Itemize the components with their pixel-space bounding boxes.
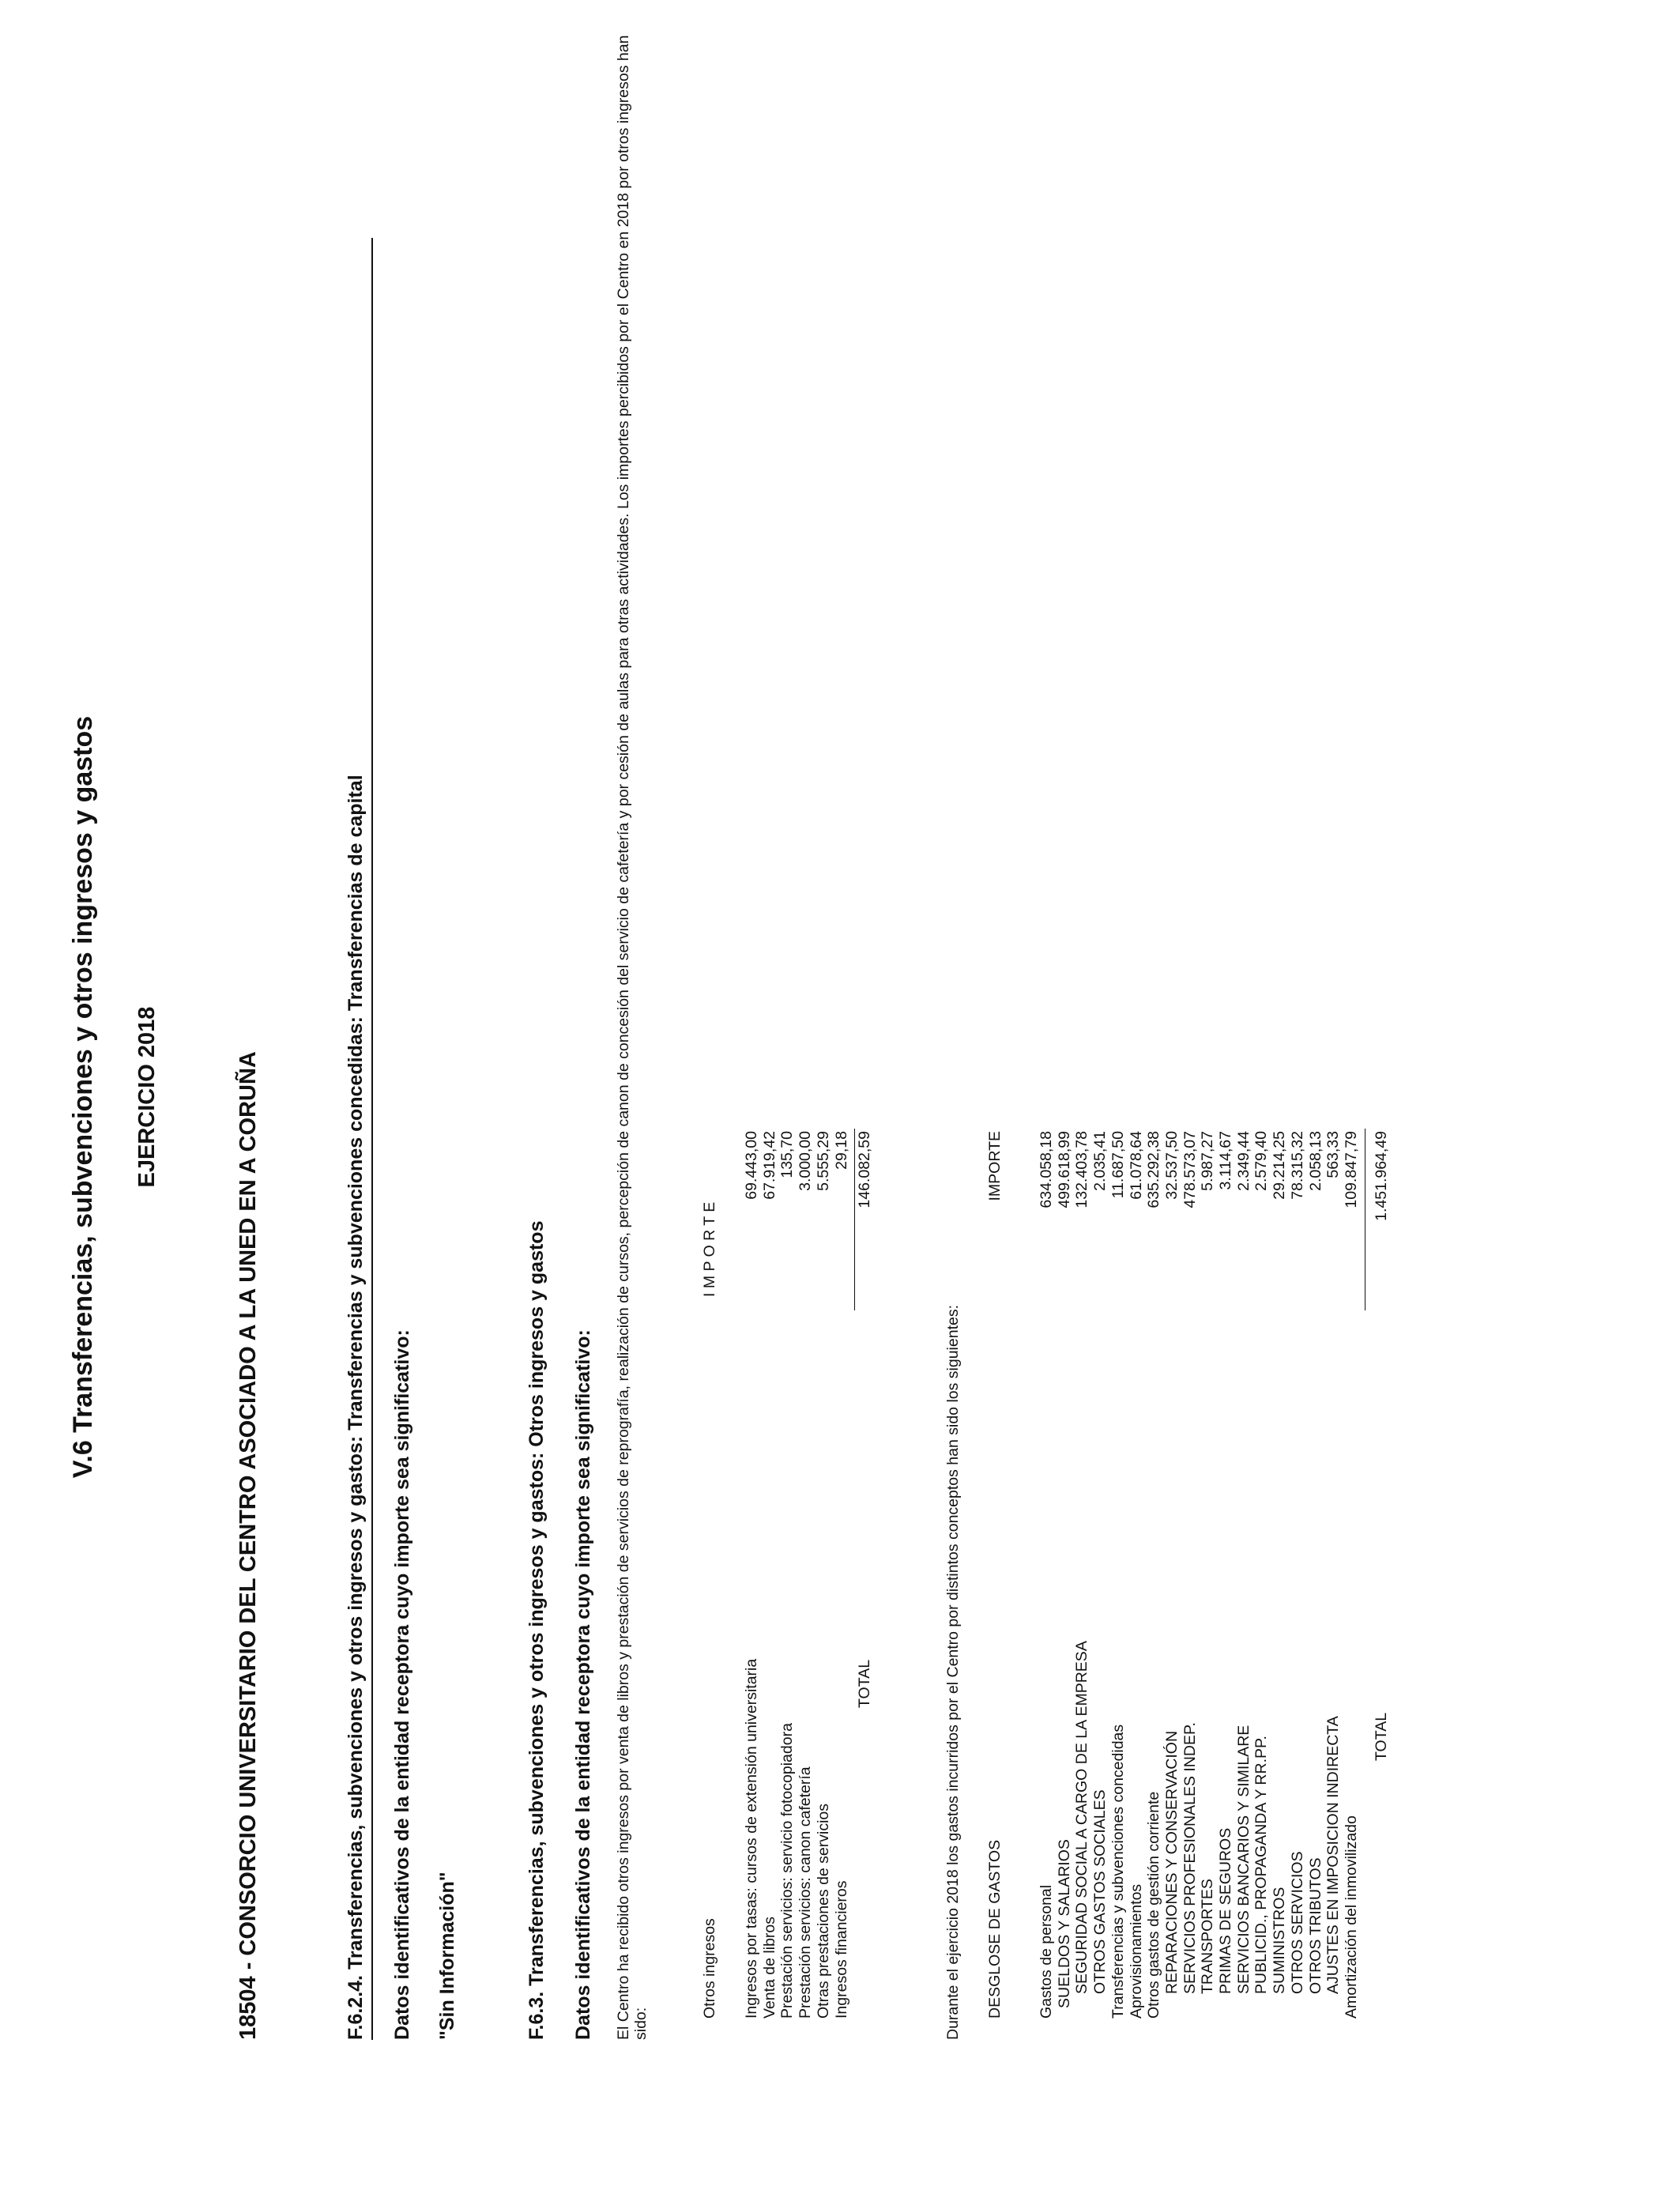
expense-row-amount: 32.537,50 (1162, 1131, 1181, 1200)
expense-row-label: PRIMAS DE SEGUROS (1217, 1827, 1234, 1994)
sin-informacion-note: "Sin Información" (436, 1872, 458, 2040)
expense-row-label: Gastos de personal (1038, 1884, 1055, 2019)
section-transferencias-heading: F.6.2.4. Transferencias, subvenciones y otros ingresos y gastos: Transferencias y subvenciones concedidas: Transferencias de capital (345, 775, 367, 2040)
expense-row-amount: 2.058,13 (1306, 1131, 1324, 1191)
expense-row-amount: 78.315,32 (1288, 1131, 1306, 1200)
otros-ingresos-paragraph: El Centro ha recibido otros ingresos por venta de libros y prestación de servicios de reprografía, realización de cursos, percepción de canon de concesión del servicio de cafetería y por cesión de aulas para otras actividades. Los importes percibidos por el Centro en 2018 por otros ingresos han sido: (615, 35, 650, 2040)
income-total-amount: 146.082,59 (856, 1131, 873, 1208)
income-row-label: Otras prestaciones de servicios (814, 1803, 832, 2019)
expense-row-label: SERVICIOS PROFESIONALES INDEP. (1181, 1722, 1199, 1994)
income-row-label: Prestación servicios: canon cafetería (797, 1766, 815, 2019)
expense-row-label: REPARACIONES Y CONSERVACIÓN (1162, 1730, 1181, 1994)
income-total-rule (854, 1129, 855, 1310)
income-row-label: Ingresos financieros (832, 1880, 850, 2019)
expense-row-amount: 61.078,64 (1127, 1131, 1145, 1200)
expense-row-label: SERVICIOS BANCARIOS Y SIMILARE (1234, 1725, 1252, 1994)
expense-total-label: TOTAL (1373, 1712, 1390, 1761)
expense-row-amount: 2.579,40 (1252, 1131, 1271, 1191)
expense-row-label: Aprovisionamientos (1127, 1883, 1145, 2019)
expense-row-label: Transferencias y subvenciones concedidas (1109, 1724, 1127, 2019)
expense-row-amount: 499.618,99 (1055, 1131, 1073, 1208)
expense-row-label: Amortización del inmovilizado (1342, 1815, 1360, 2019)
expense-row-amount: 5.987,27 (1199, 1131, 1217, 1191)
expense-row-amount: 634.058,18 (1038, 1131, 1055, 1208)
income-table-header-label: Otros ingresos (701, 1918, 718, 2019)
expense-row-amount: 132.403,78 (1073, 1131, 1091, 1208)
expense-row-label: Otros gastos de gestión corriente (1145, 1791, 1163, 2019)
section-otros-subheading: Datos identificativos de la entidad receptora cuyo importe sea significativo: (572, 1329, 594, 2040)
expense-row-amount: 11.687,50 (1109, 1131, 1127, 1199)
income-row-amount: 5.555,29 (814, 1131, 832, 1191)
expense-row-label: OTROS TRIBUTOS (1306, 1857, 1324, 1994)
expense-row-label: SUELDOS Y SALARIOS (1055, 1839, 1073, 2008)
expense-row-label: PUBLICID., PROPAGANDA Y RR.PP. (1252, 1736, 1271, 1994)
expense-row-label: AJUSTES EN IMPOSICION INDIRECTA (1324, 1716, 1343, 1994)
income-row-label: Ingresos por tasas: cursos de extensión universitaria (743, 1658, 760, 2019)
expense-intro-text: Durante el ejercicio 2018 los gastos incurridos por el Centro por distintos conceptos han sido los siguientes: (944, 1304, 962, 2040)
income-row-amount: 29,18 (832, 1131, 850, 1170)
income-total-label: TOTAL (856, 1659, 873, 1708)
income-table-header-amount: I M P O R T E (701, 1201, 718, 1297)
expense-row-amount: 635.292,38 (1145, 1131, 1163, 1208)
expense-total-amount: 1.451.964,49 (1373, 1131, 1390, 1221)
expense-row-amount: 29.214,25 (1271, 1131, 1289, 1200)
income-row-amount: 3.000,00 (797, 1131, 815, 1191)
expense-row-label: OTROS SERVICIOS (1288, 1851, 1306, 1994)
income-row-amount: 67.919,42 (760, 1131, 778, 1200)
expense-row-label: SEGURIDAD SOCIAL A CARGO DE LA EMPRESA (1073, 1641, 1091, 1994)
expense-table-header-label: DESGLOSE DE GASTOS (986, 1839, 1004, 2019)
expense-table-header-amount: IMPORTE (986, 1131, 1004, 1201)
income-row-amount: 69.443,00 (743, 1131, 760, 1200)
fiscal-year-heading: EJERCICIO 2018 (134, 1006, 160, 1188)
income-row-amount: 135,70 (778, 1131, 797, 1178)
expense-row-label: TRANSPORTES (1199, 1879, 1217, 1994)
section-divider (371, 238, 373, 2040)
income-row-label: Prestación servicios: servicio fotocopiadora (778, 1723, 797, 2019)
expense-row-label: OTROS GASTOS SOCIALES (1091, 1789, 1109, 1994)
expense-row-amount: 2.349,44 (1234, 1131, 1252, 1191)
income-row-label: Venta de libros (760, 1916, 778, 2019)
page-title: V.6 Transferencias, subvenciones y otros ingresos y gastos (68, 715, 98, 1479)
section-transferencias-subheading: Datos identificativos de la entidad receptora cuyo importe sea significativo: (391, 1329, 413, 2040)
expense-row-label: SUMINISTROS (1271, 1887, 1289, 1994)
section-otros-heading: F.6.3. Transferencias, subvenciones y otros ingresos y gastos: Otros ingresos y gastos (525, 1220, 548, 2040)
expense-row-amount: 2.035,41 (1091, 1131, 1109, 1191)
expense-row-amount: 478.573,07 (1181, 1131, 1199, 1208)
expense-row-amount: 3.114,67 (1217, 1131, 1234, 1190)
expense-row-amount: 563,33 (1324, 1131, 1343, 1178)
entity-heading: 18504 - CONSORCIO UNIVERSITARIO DEL CENTRO ASOCIADO A LA UNED EN A CORUÑA (235, 1051, 261, 2040)
expense-row-amount: 109.847,79 (1342, 1131, 1360, 1208)
